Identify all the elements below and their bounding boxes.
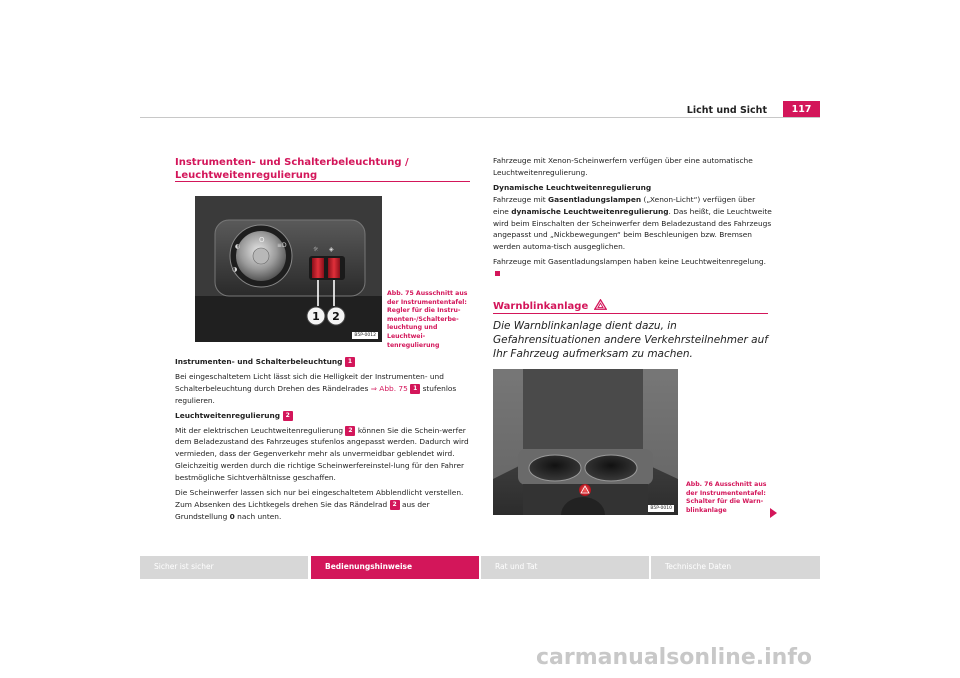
figure-code: B5P-0012 [354,333,376,338]
figure-callout-1: 1 [312,310,320,323]
callout-badge: 1 [410,384,420,394]
paragraph-gas-discharge: Fahrzeuge mit Gasentladungslampen haben keine Leuchtweitenregelung. [493,256,773,280]
hazard-triangle-icon [594,299,607,310]
callout-badge: 2 [345,426,355,436]
header-rule [140,117,820,118]
running-header-title: Licht und Sicht [686,105,767,116]
svg-text:O: O [259,236,265,244]
footer-tab-technical-data[interactable]: Technische Daten [651,556,820,579]
svg-text:◑: ◑ [232,266,238,273]
figure-callout-2: 2 [332,310,340,323]
paragraph-headlight-adjust: Die Scheinwerfer lassen sich nur bei eingeschaltetem Abblendlicht verstellen. Zum Absenken des Lichtkegels drehen Sie das Rändelrad 2 aus der Grundstellung 0 nach unten. [175,488,464,521]
callout-badge: 1 [345,357,355,367]
footer-tab-advice[interactable]: Rat und Tat [481,556,649,579]
svg-text:◈: ◈ [329,246,334,253]
footer-tab-safety[interactable]: Sicher ist sicher [140,556,308,579]
figure-dashboard-dials [195,196,382,342]
paragraph-xenon: Fahrzeuge mit Xenon-Scheinwerfern verfügen über eine automatische Leuchtweitenregulierung. [493,156,753,177]
column-right-body [493,155,773,283]
footer-tab-operation[interactable]: Bedienungshinweise [311,556,479,579]
figure-caption-76: Abb. 76 Ausschnitt aus der Instrumententafel: Schalter für die Warn-blinkanlage [686,481,767,514]
figure-caption-75: Abb. 75 Ausschnitt aus der Instrumententafel: Regler für die Instru-menten-/Schalterbe-leuchtung und Leuchtwei-tenregulierung [387,290,468,349]
callout-badge: 2 [390,500,400,510]
section-intro-hazard: Die Warnblinkanlage dient dazu, in Gefahrensituationen andere Verkehrsteilnehmer auf Ihr Fahrzeug aufmerksam zu machen. [493,320,768,360]
subheading-instrument-lighting: Instrumenten- und Schalterbeleuchtung 1 [175,356,475,368]
svg-text:◐: ◐ [235,243,241,250]
section-heading-illumination: Instrumenten- und Schalterbeleuchtung / Leuchtweitenregulierung [175,157,409,181]
watermark: carmanualsonline.info [536,645,812,670]
figure-dashboard-dials-image [195,196,382,342]
next-page-arrow-icon[interactable] [770,508,777,518]
callout-badge: 2 [283,411,293,421]
section-rule [493,313,768,314]
figure-hazard-switch-image [493,369,678,515]
section-heading-hazard: Warnblinkanlage [493,299,607,312]
section-rule [175,181,470,182]
paragraph-instrument-lighting: Bei eingeschaltetem Licht lässt sich die Helligkeit der Instrumenten- und Schalterbeleuchtung durch Drehen des Rändelrades ⇒ Abb. 75 1 stufenlos regulieren. [175,371,457,405]
page-number: 117 [783,101,820,118]
svg-text:≡D: ≡D [277,242,287,249]
figure-code: B5P-0010 [650,506,672,511]
paragraph-dynamic-range: Fahrzeuge mit Gasentladungslampen („Xenon-Licht“) verfügen über eine dynamische Leuchtweitenregulierung. Das heißt, die Leuchtweite wird beim Einschalten der Scheinwerfer dem Beladezustand des Fahrzeugs angepasst und „Nickbewegungen“ beim Beschleunigen bzw. Bremsen werden automa-tisch ausgeglichen. [493,194,772,252]
figure-hazard-switch [493,369,678,515]
subheading-dynamic-range: Dynamische Leuchtweitenregulierung [493,182,652,192]
section-end-marker [495,271,500,276]
svg-text:☼: ☼ [313,246,319,253]
subheading-headlight-range: Leuchtweitenregulierung 2 [175,410,475,422]
figure-reference-link[interactable]: ⇒ Abb. 75 [370,383,408,393]
paragraph-headlight-range: Mit der elektrischen Leuchtweitenregulierung 2 können Sie die Schein-werfer dem Beladezustand des Fahrzeuges stufenlos angepasst werden. Dadurch wird vermieden, dass der Gegenverkehr mehr als unvermeidbar geblendet wird. Gleichzeitig werden durch die richtige Scheinwerfereinstel-lung für den Fahrer bestmögliche Sichtverhältnisse geschaffen. [175,425,469,483]
column-left-body [175,356,475,526]
